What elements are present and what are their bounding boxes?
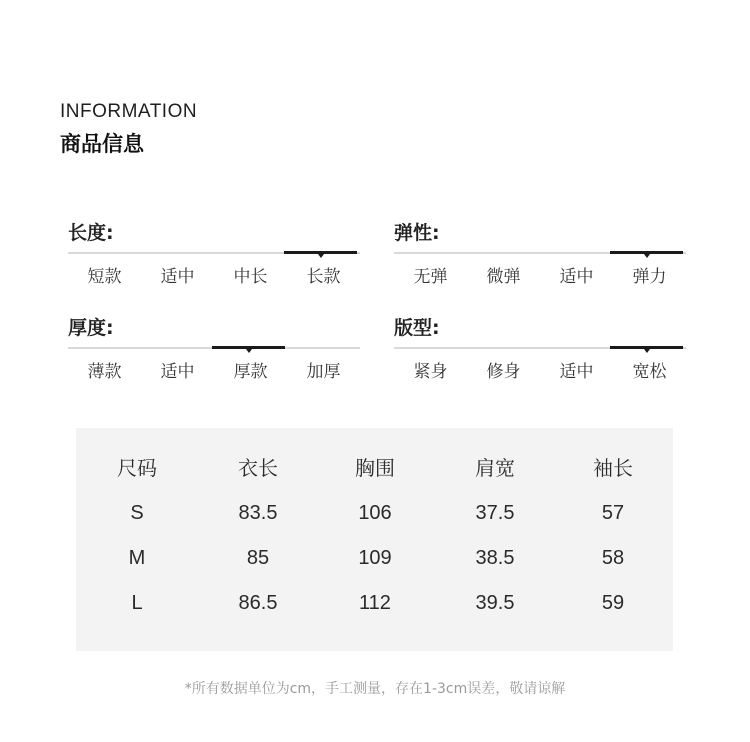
size-column [558,446,668,626]
attribute-thickness [68,313,360,382]
table-cell: 58 [601,547,625,569]
header-title-cn: 商品信息 [60,132,144,156]
attribute-scale [394,345,686,353]
table-cell: 85 [246,547,270,569]
option-label: 适中 [559,267,594,287]
table-cell: 39.5 [475,592,515,614]
attribute-scale [68,250,360,258]
table-cell: 57 [601,502,625,524]
table-cell: 86.5 [238,592,278,614]
table-cell: L [131,592,143,614]
table-header-cell: 肩宽 [475,456,515,480]
option-label: 短款 [87,267,122,287]
attribute-scale [394,250,686,258]
attribute-length [68,218,360,287]
option-label: 弹力 [632,267,667,287]
option-label: 长款 [306,267,341,287]
table-header-cell: 尺码 [117,456,157,480]
attribute-label: 弹性: [394,222,440,244]
header-title-en: INFORMATION [60,101,198,122]
table-cell: 83.5 [238,502,278,524]
table-cell: 38.5 [475,547,515,569]
option-label: 加厚 [306,362,341,382]
attribute-label: 版型: [394,317,440,339]
option-label: 适中 [160,362,195,382]
measurement-footnote: *所有数据单位为cm，手工测量，存在1-3cm误差，敬请谅解 [184,681,566,697]
table-cell: 112 [359,592,391,614]
option-label: 中长 [233,267,268,287]
option-label: 无弹 [413,267,448,287]
scale-selected-marker [212,346,285,349]
attribute-fit [394,313,686,382]
attribute-label: 厚度: [68,317,114,339]
option-label: 宽松 [632,362,667,382]
table-cell: M [128,547,146,569]
table-cell: 106 [358,502,392,524]
table-cell: 59 [601,592,625,614]
option-label: 薄款 [87,362,122,382]
option-label: 适中 [559,362,594,382]
option-label: 适中 [160,267,195,287]
table-cell: 109 [358,547,392,569]
table-cell: 37.5 [475,502,515,524]
table-cell: S [130,502,144,524]
scale-selected-marker [610,251,683,254]
option-label: 厚款 [233,362,268,382]
table-header-cell: 衣长 [238,456,278,480]
size-column [82,446,192,626]
option-label: 紧身 [413,362,448,382]
size-column [203,446,313,626]
table-header-cell: 袖长 [593,456,633,480]
table-header-cell: 胸围 [355,456,395,480]
option-label: 修身 [486,362,521,382]
size-column [440,446,550,626]
scale-selected-marker [284,251,357,254]
size-table [76,428,673,651]
scale-selected-marker [610,346,683,349]
size-column [320,446,430,626]
attribute-scale [68,345,360,353]
attribute-label: 长度: [68,222,114,244]
option-label: 微弹 [486,267,521,287]
attribute-elasticity [394,218,686,287]
